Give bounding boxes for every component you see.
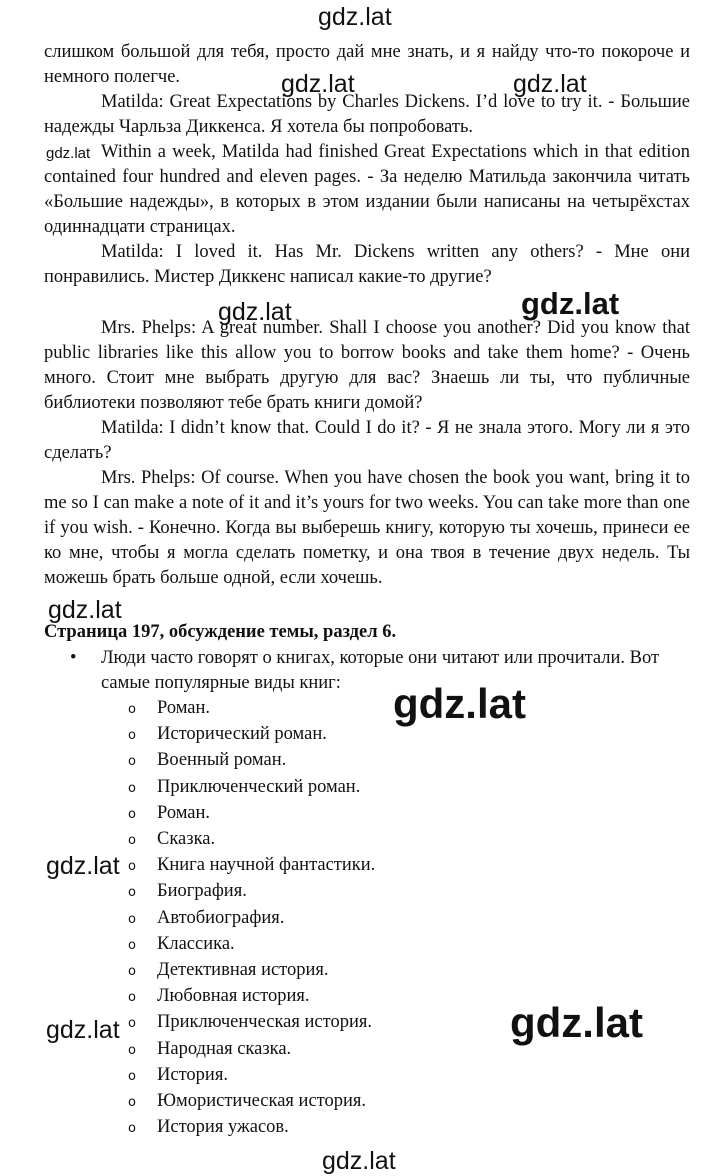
- watermark: gdz.lat: [46, 145, 91, 162]
- bullet-text: Люди часто говорят о книгах, которые они читают или прочитали. Вот самые популярные виды книг:: [101, 648, 660, 693]
- paragraph: Mrs. Phelps: Of course. When you have chosen the book you want, bring it to me so I can make a note of it and it’s yours for two weeks. You can take more than one if you wish. - Конечно. Когда вы выберешь книгу, которую ты хочешь, принеси ее ко мне, чтобы я могла сделать пометку, и она твоя в течение двух недель. Ты можешь брать больше одной, если хочешь.: [44, 468, 690, 588]
- list-item-label: Военный роман.: [157, 750, 287, 771]
- list-item-label: История.: [157, 1064, 228, 1085]
- paragraph: Mrs. Phelps: A great number. Shall I choose you another? Did you know that public libraries like this allow you to borrow books and take them home? - Очень много. Стоит мне выбрать другую для вас? Знаешь ли ты, что публичные библиотеки позволяют тебе брать книги домой?: [44, 318, 690, 413]
- list-item-label: Классика.: [157, 933, 235, 954]
- list-item: [128, 775, 375, 801]
- list-item: [128, 879, 375, 905]
- book-types-list: [128, 696, 375, 1141]
- circle-bullet-icon: o: [128, 754, 136, 770]
- list-item: [128, 984, 375, 1010]
- list-item-label: Сказка.: [157, 829, 216, 850]
- watermark: gdz.lat: [218, 298, 292, 326]
- circle-bullet-icon: o: [128, 1095, 136, 1111]
- paragraph: Within a week, Matilda had finished Great Expectations which in that edition contained four hundred and eleven pages. - За неделю Матильда закончила читать «Большие надежды», в которых в этом издании были написаны на четырёхстах одиннадцати страницах.: [44, 142, 690, 237]
- list-item: [128, 722, 375, 748]
- list-item-label: Исторический роман.: [157, 724, 327, 745]
- list-item-label: Приключенческая история.: [157, 1012, 372, 1033]
- circle-bullet-icon: o: [128, 990, 136, 1006]
- list-item-label: Биография.: [157, 881, 247, 902]
- watermark: gdz.lat: [510, 999, 643, 1046]
- watermark-bottom: gdz.lat: [322, 1147, 396, 1175]
- list-item: [128, 958, 375, 984]
- list-item-label: Народная сказка.: [157, 1038, 292, 1059]
- list-item: [128, 1063, 375, 1089]
- circle-bullet-icon: o: [128, 1068, 136, 1084]
- list-item-label: Роман.: [157, 698, 211, 718]
- list-item: [128, 932, 375, 958]
- paragraph: Matilda: Great Expectations by Charles Dickens. I’d love to try it. - Большие надежды Чарльза Диккенса. Я хотела бы попробовать.: [44, 92, 690, 137]
- list-item: [128, 1010, 375, 1036]
- circle-bullet-icon: o: [128, 833, 136, 849]
- watermark: gdz.lat: [281, 70, 355, 98]
- list-item-label: Книга научной фантастики.: [157, 855, 376, 876]
- circle-bullet-icon: o: [128, 1121, 136, 1137]
- list-item-label: История ужасов.: [157, 1117, 289, 1138]
- watermark: gdz.lat: [393, 680, 526, 727]
- list-item-label: Любовная история.: [157, 986, 310, 1007]
- circle-bullet-icon: o: [128, 937, 136, 953]
- paragraph: Matilda: I loved it. Has Mr. Dickens written any others? - Мне они понравились. Мистер Диккенс написал какие-то другие?: [44, 242, 690, 287]
- circle-bullet-icon: o: [128, 1016, 136, 1032]
- list-item-label: Юмористическая история.: [157, 1091, 367, 1112]
- list-item-label: Автобиография.: [157, 907, 285, 928]
- circle-bullet-icon: o: [128, 859, 136, 875]
- list-item: [128, 906, 375, 932]
- list-item: [128, 827, 375, 853]
- paragraph: Matilda: I didn’t know that. Could I do it? - Я не знала этого. Могу ли я это сделать?: [44, 418, 690, 463]
- list-item-label: Роман.: [157, 802, 211, 823]
- watermark-top: gdz.lat: [318, 3, 392, 31]
- list-item: [128, 853, 375, 879]
- bullet-icon: •: [70, 648, 77, 668]
- circle-bullet-icon: o: [128, 964, 136, 980]
- section-heading: Страница 197, обсуждение темы, раздел 6.: [44, 622, 397, 642]
- document-body-continued: [44, 316, 690, 591]
- list-item: [128, 696, 375, 722]
- circle-bullet-icon: o: [128, 1042, 136, 1058]
- paragraph: слишком большой для тебя, просто дай мне знать, и я найду что-то покороче и немного полегче.: [44, 42, 690, 87]
- list-item: [128, 1037, 375, 1063]
- list-item: [128, 748, 375, 774]
- list-item: [128, 1089, 375, 1115]
- watermark: gdz.lat: [46, 1016, 120, 1044]
- circle-bullet-icon: o: [128, 911, 136, 927]
- watermark: gdz.lat: [46, 852, 120, 880]
- watermark: gdz.lat: [521, 286, 620, 321]
- circle-bullet-icon: o: [128, 885, 136, 901]
- list-item: [128, 801, 375, 827]
- document-body: [44, 40, 690, 290]
- circle-bullet-icon: o: [128, 702, 136, 717]
- circle-bullet-icon: o: [128, 780, 136, 796]
- list-item-label: Приключенческий роман.: [157, 776, 361, 797]
- list-item-label: Детективная история.: [157, 960, 329, 981]
- watermark: gdz.lat: [513, 70, 587, 98]
- circle-bullet-icon: o: [128, 728, 136, 744]
- circle-bullet-icon: o: [128, 806, 136, 822]
- list-item: [128, 1115, 375, 1141]
- watermark: gdz.lat: [48, 596, 122, 624]
